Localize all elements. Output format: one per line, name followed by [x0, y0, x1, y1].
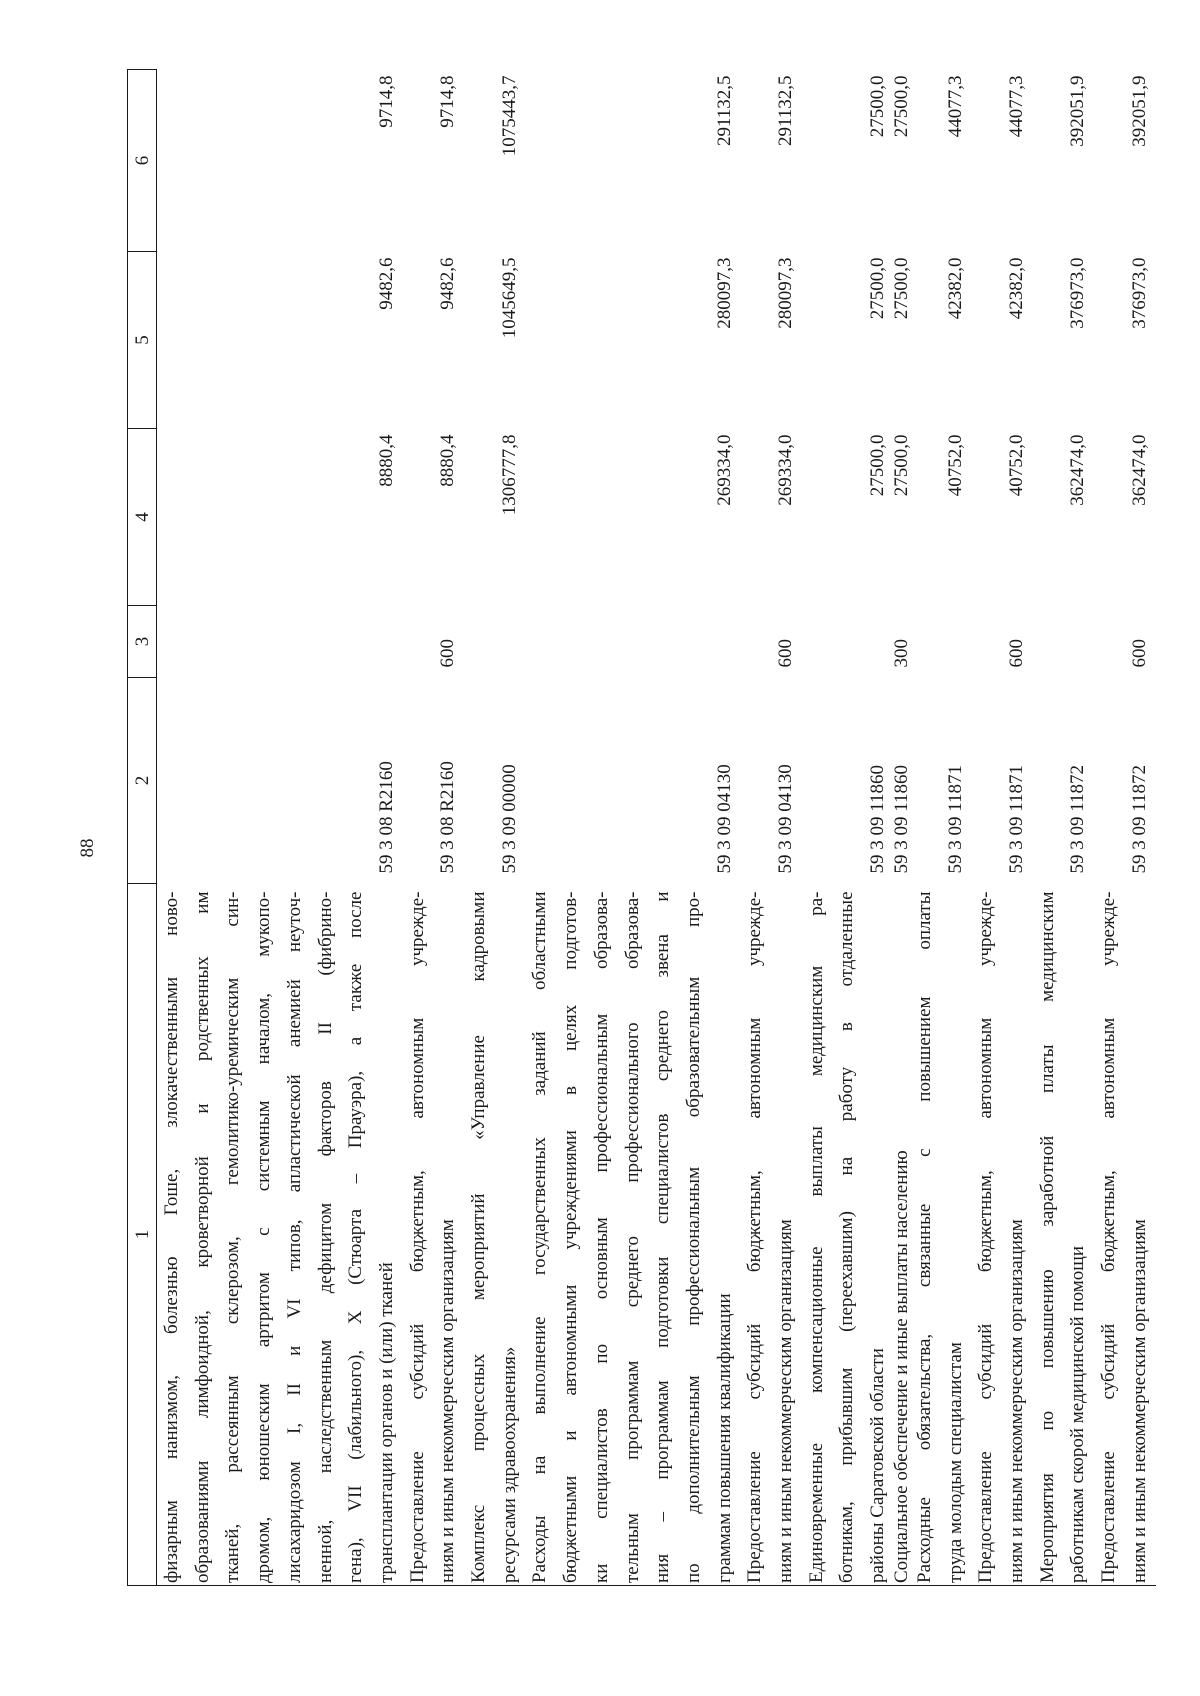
table-row: [802, 70, 894, 1586]
row-name-line: физарным нанизмом, болезнью Гоше, злокачественными ново-: [161, 891, 182, 1583]
row-code-cell: 59 3 08 R2160: [437, 761, 459, 874]
page-number: 88: [77, 838, 98, 858]
row-name-line: ниям и иным некоммерческим организациям: [1005, 1219, 1027, 1583]
row-value-col6: 392051,9: [1128, 75, 1150, 147]
header-col-1: 1: [128, 884, 157, 1586]
row-name-cell: [890, 884, 912, 1586]
row-name-line: Комплекс процессных мероприятий «Управление кадровыми: [468, 891, 490, 1583]
row-value-col6: 291132,5: [775, 75, 797, 147]
row-value-col6: 44077,3: [944, 75, 966, 138]
table-row: [157, 70, 403, 1586]
row-name-line: трансплантации органов и (или) тканей: [375, 1262, 397, 1583]
row-name-cell: [464, 884, 525, 1586]
row-value-col4: 40752,0: [1005, 434, 1027, 497]
row-code-cell: 59 3 09 00000: [498, 764, 520, 874]
row-type-cell: 300: [890, 639, 912, 668]
table-row: [910, 70, 971, 1586]
row-value-col5: 27500,0: [867, 257, 889, 320]
row-value-col5: 42382,0: [944, 257, 966, 320]
row-value-col4: 40752,0: [944, 434, 966, 497]
row-name-line: ниям и иным некоммерческим организациям: [437, 1219, 459, 1583]
row-name-line: тканей, рассеянным склерозом, гемолитико-уремическим син-: [222, 891, 244, 1583]
row-value-col4: 362474,0: [1128, 434, 1150, 506]
row-name-line: гена), VII (лабильного), X (Стюарта – Прауэра), а также после: [345, 891, 367, 1583]
rotated-table-wrapper: [127, 70, 1155, 1586]
row-name-line: ненной, наследственным дефицитом факторов II (фибрино-: [314, 891, 336, 1583]
row-name-cell: [802, 884, 894, 1586]
row-value-col4: 8880,4: [375, 434, 397, 487]
row-code-cell: 59 3 09 11871: [944, 764, 966, 874]
row-value-col5: 376973,0: [1128, 257, 1150, 329]
header-col-5: 5: [128, 252, 157, 429]
row-value-col6: 9714,8: [375, 75, 397, 128]
row-value-col4: 8880,4: [437, 434, 459, 487]
row-value-col4: 269334,0: [713, 434, 735, 506]
row-name-line: ния – программам подготовки специалистов среднего звена и: [652, 891, 674, 1583]
row-type-cell: 600: [1128, 639, 1150, 668]
row-name-cell: [971, 884, 1032, 1586]
row-value-col5: 42382,0: [1005, 257, 1027, 320]
row-code-cell: 59 3 09 04130: [775, 764, 797, 874]
row-value-col5: 280097,3: [713, 257, 735, 329]
row-name-cell: [157, 884, 403, 1586]
row-value-col6: 9714,8: [437, 75, 459, 128]
row-name-line: Расходные обязательства, связанные с повышением оплаты: [913, 891, 935, 1583]
row-value-col4: 362474,0: [1067, 434, 1089, 506]
row-value-col6: 27500,0: [890, 75, 912, 138]
row-code-cell: 59 3 09 11872: [1067, 764, 1089, 874]
table-row: [1094, 70, 1155, 1586]
row-value-col5: 9482,6: [437, 257, 459, 310]
row-value-col4: 269334,0: [775, 434, 797, 506]
row-type-cell: [464, 606, 525, 678]
row-type-cell: 600: [1005, 639, 1027, 668]
row-code-cell: 59 3 08 R2160: [375, 761, 397, 874]
row-code-cell: 59 3 09 11871: [1005, 764, 1027, 874]
row-name-line: районы Саратовской области: [867, 1348, 889, 1583]
row-value-col5: 280097,3: [775, 257, 797, 329]
table-body: [157, 70, 1156, 1586]
row-value-col6: 27500,0: [867, 75, 889, 138]
row-name-line: Социальное обеспечение и иные выплаты населению: [890, 1150, 912, 1583]
row-type-cell: [157, 606, 403, 678]
row-name-cell: [1094, 884, 1155, 1586]
row-type-cell: [525, 606, 740, 678]
row-name-line: Единовременные компенсационные выплаты медицинским ра-: [805, 891, 827, 1583]
table-row: [740, 70, 801, 1586]
budget-table: [127, 69, 1156, 1586]
row-code-cell: 59 3 09 11860: [890, 764, 912, 874]
row-value-col4: 27500,0: [890, 434, 912, 497]
row-value-col5: 9482,6: [375, 257, 397, 310]
row-name-line: ресурсами здравоохранения»: [498, 1346, 520, 1583]
row-type-cell: [802, 606, 894, 678]
row-name-cell: [1033, 884, 1094, 1586]
table-row: [1033, 70, 1094, 1586]
row-name-line: тельным программам среднего профессионального образова-: [621, 891, 643, 1583]
row-value-col4: 27500,0: [867, 434, 889, 497]
row-name-line: ниям и иным некоммерческим организациям: [1128, 1219, 1150, 1583]
row-name-line: по дополнительным профессиональным образовательным про-: [682, 891, 704, 1583]
row-code-cell: 59 3 09 11860: [867, 764, 889, 874]
table-row: [464, 70, 525, 1586]
table-row: [894, 70, 910, 1586]
table-row: [971, 70, 1032, 1586]
table-row: [403, 70, 464, 1586]
row-value-col4: 1306777,8: [498, 434, 520, 516]
header-col-6: 6: [128, 70, 157, 252]
row-code-cell: 59 3 09 11872: [1128, 764, 1150, 874]
row-name-line: труда молодым специалистам: [944, 1342, 966, 1583]
row-name-cell: [740, 884, 801, 1586]
row-type-cell: 600: [775, 639, 797, 668]
row-value-col5: 1045649,5: [498, 257, 520, 339]
row-name-line: лисахаридозом I, II и VI типов, апластической анемией неуточ-: [283, 891, 305, 1583]
row-name-line: Расходы на выполнение государственных заданий областными: [529, 891, 551, 1583]
row-name-line: работникам скорой медицинской помощи: [1067, 1245, 1089, 1583]
row-type-cell: 600: [437, 639, 459, 668]
row-value-col5: 376973,0: [1067, 257, 1089, 329]
row-name-line: образованиями лимфоидной, кроветворной и родственных им: [191, 891, 213, 1583]
row-value-col6: 44077,3: [1005, 75, 1027, 138]
row-name-cell: [910, 884, 971, 1586]
table-header: [128, 70, 157, 1586]
header-col-3: 3: [128, 606, 157, 678]
row-value-col6: 392051,9: [1067, 75, 1089, 147]
row-name-line: ниям и иным некоммерческим организациям: [775, 1219, 797, 1583]
row-name-line: бюджетными и автономными учреждениями в целях подготов-: [560, 891, 582, 1583]
header-col-2: 2: [128, 678, 157, 884]
row-name-line: Предоставление субсидий бюджетным, автономным учрежде-: [1098, 891, 1120, 1583]
table-row: [525, 70, 740, 1586]
header-col-4: 4: [128, 429, 157, 606]
header-row: [128, 70, 157, 1586]
row-name-line: ки специалистов по основным профессиональным образова-: [590, 891, 612, 1583]
row-type-cell: [1033, 606, 1094, 678]
row-name-line: ботникам, прибывшим (переехавшим) на работу в отдаленные: [836, 891, 858, 1583]
row-name-line: Мероприятия по повышению заработной платы медицинским: [1036, 891, 1058, 1583]
row-name-cell: [403, 884, 464, 1586]
row-name-line: Предоставление субсидий бюджетным, автономным учрежде-: [406, 891, 428, 1583]
row-name-cell: [525, 884, 740, 1586]
row-value-col6: 1075443,7: [498, 75, 520, 157]
row-type-cell: [910, 606, 971, 678]
row-name-line: Предоставление субсидий бюджетным, автономным учрежде-: [744, 891, 766, 1583]
row-name-line: граммам повышения квалификации: [713, 1293, 735, 1583]
row-value-col5: 27500,0: [890, 257, 912, 320]
row-value-col6: 291132,5: [713, 75, 735, 147]
row-name-line: Предоставление субсидий бюджетным, автономным учрежде-: [975, 891, 997, 1583]
row-code-cell: 59 3 09 04130: [713, 764, 735, 874]
row-name-line: дромом, юношеским артритом с системным началом, мукопо-: [253, 891, 275, 1583]
